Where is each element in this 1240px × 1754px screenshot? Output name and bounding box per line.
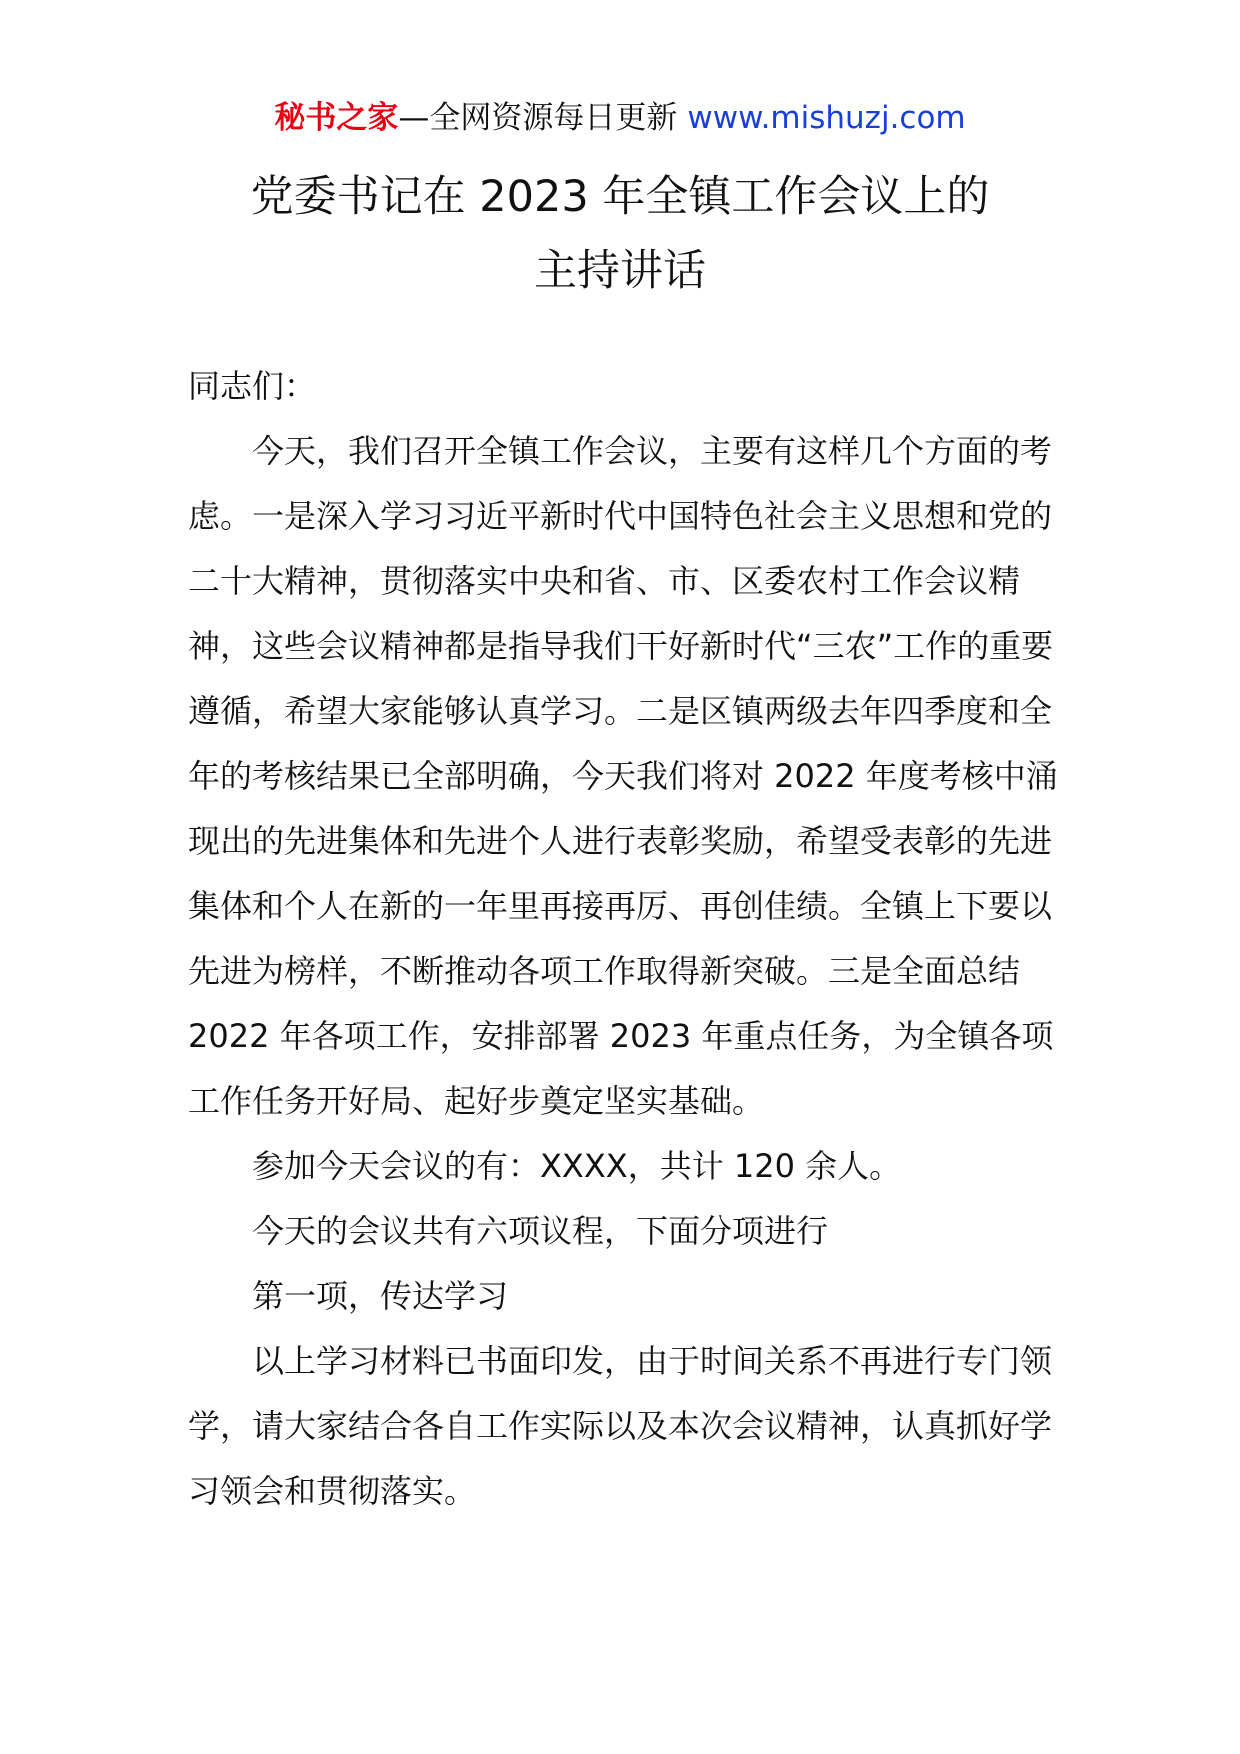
paragraph-agenda: 今天的会议共有六项议程，下面分项进行 (252, 1212, 829, 1250)
brand-name: 秘书之家 (274, 100, 399, 136)
site-header (0, 96, 1240, 140)
paragraph-intro: 今天，我们召开全镇工作会议，主要有这样几个方面的考虑。一是深入学习习近平新时代中国特色社会主义思想和党的二十大精神，贯彻落实中央和省、市、区委农村工作会议精神，这些会议精神都是指导我们干好新时代“三农”工作的重要遵循，希望大家能够认真学习。二是区镇两级去年四季度和全年的考核结果已全部明确，今天我们将对 2022 年度考核中涌现出的先进集体和先进个人进行表彰奖励，希望受表彰的先进集体和个人在新的一年里再接再厉、再创佳绩。全镇上下要以先进为榜样，不断推动各项工作取得新突破。三是全面总结 2022 年各项工作，安排部署 2023 年重点任务，为全镇各项工作任务开好局、起好步奠定坚实基础。 (188, 432, 1058, 1120)
salutation: 同志们： (188, 367, 317, 405)
paragraph-item-one: 第一项，传达学习 (252, 1277, 509, 1315)
document-body (188, 354, 1060, 1524)
title-line-1: 党委书记在 2023 年全镇工作会议上的 (250, 172, 990, 222)
paragraph-study-materials: 以上学习材料已书面印发，由于时间关系不再进行专门领学，请大家结合各自工作实际以及本次会议精神，认真抓好学习领会和贯彻落实。 (188, 1342, 1053, 1510)
title-line-2: 主持讲话 (534, 246, 706, 296)
paragraph-attendees: 参加今天会议的有：XXXX，共计 120 余人。 (252, 1147, 902, 1185)
document-title (0, 160, 1240, 308)
site-url-link[interactable]: www.mishuzj.com (687, 100, 966, 136)
header-tagline: —全网资源每日更新 (398, 100, 678, 136)
